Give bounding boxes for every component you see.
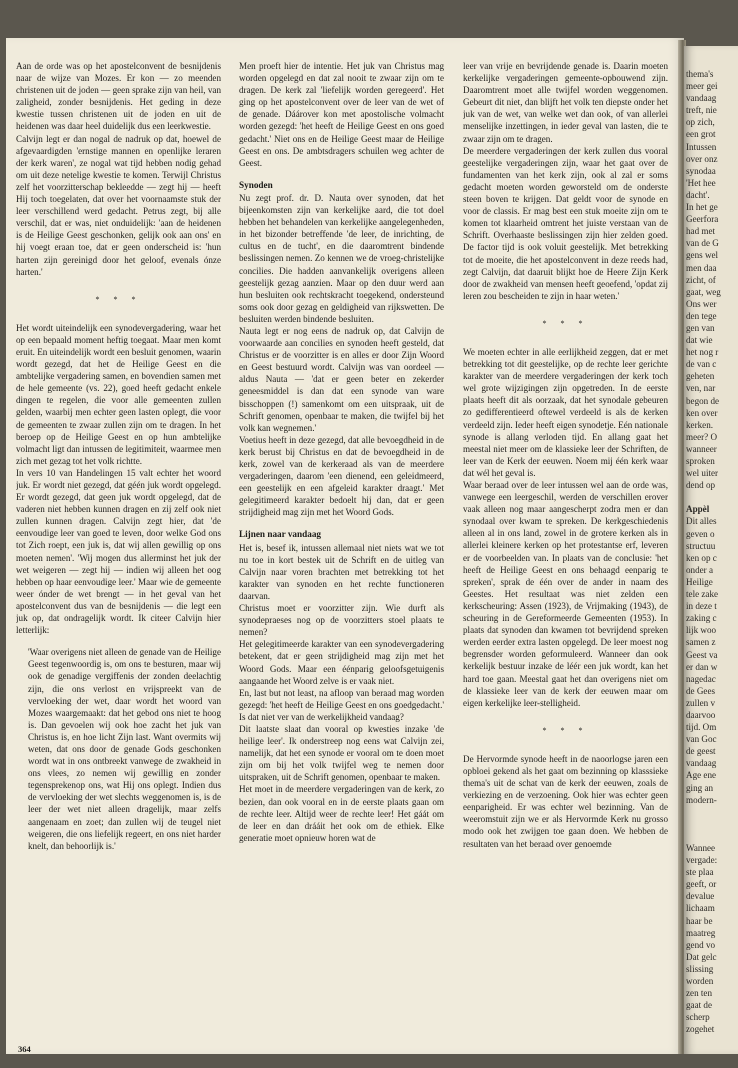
cropped-line: Wannee	[686, 843, 716, 853]
paragraph: En, last but not least, na afloop van beraad mag worden gezegd: 'het heeft de Heilige Geest en ons goedgedacht.' Is dat niet ver van de werkelijkheid vandaag?	[239, 687, 444, 722]
cropped-line: geheten	[686, 371, 715, 382]
cropped-line: synodaa	[686, 165, 716, 176]
cropped-line: zullen v	[686, 697, 716, 708]
cropped-line: had met	[686, 226, 716, 237]
cropped-line: geven o	[686, 528, 715, 539]
paragraph: Voetius heeft in deze gezegd, dat alle bevoegdheid in de kerk berust bij Christus en dat de bevoegdheid in de kerk, zowel van de kerkeraad als van de meerdere vergaderingen, daarom 'een dienend, een geleidmeerd, een geestelijk en een afgeleid karakter draagt.' Met gelegitimeerd karakter bedoelt hij dan, dat er geen strijdigheid mag zijn met het Woord Gods.	[239, 434, 444, 518]
cropped-line: begon de	[686, 395, 720, 406]
cropped-line: treft, nie	[686, 105, 717, 116]
cropped-line: Dat gelc	[686, 951, 717, 962]
paragraph: Men proeft hier de intentie. Het juk van Christus mag worden opgelegd en dat zal nooit te zwaar zijn om te dragen. De kerk zal 'liefelijk worden geregeerd'. Het ging op het apostelconvent over de leer van de wet of de genade. Dáárover kon met apostolische volmacht worden gezegd: 'het heeft de Heilige Geest en ons goed gedacht.' Niet ons en de Heilige Geest maar de Heilige Geest en ons. De ambtsdragers schuilen weg achter de Geest.	[239, 61, 444, 168]
block-quote: 'Waar overigens niet alleen de genade van de Heilige Geest tegenwoordig is, om ons te besturen, maar wij ook de genadige vergiffenis der zonden deelachtig zijn, die ons verlost en vrijspreekt van de vervloeking der wet, daar wordt het woord van Mozes waargemaakt: dat het gebod ons niet te hoog is. Dan gevoelen wij ook hoe zacht het juk van Christus is, en hoe licht Zijn last. Want overmits wij weten, dat ons door de genade Gods geschonken wordt wat in ons ontbreekt vanwege de zwakheid in ons vlees, zo nemen wij gewillig en zonder tegensprekenop ons, wat Hij ons oplegt. Indien dus de vervloeking der wet slechts weggenomen is, is de leer der wet niet alleen dragelijk, maar zelfs aangenaam en zoet; dan zullen wij de teugel niet weigeren, die ons liefelijk regeert, en ons niet harder knelt, dan behoorlijk is.'	[28, 647, 221, 851]
paragraph: Het is, besef ik, intussen allemaal niet niets wat we tot nu toe in kort bestek uit de Schrift en de uitleg van Calvijn naar voren brachten met betrekking tot het karakter van synoden en het rechte functioneren daarvan.	[239, 542, 444, 601]
section-divider: * * *	[95, 294, 142, 304]
cropped-line: gaat de	[686, 1000, 713, 1011]
cropped-line: in deze t	[686, 601, 717, 612]
cropped-line: Geest va	[686, 649, 718, 660]
cropped-line: tele zake	[686, 589, 719, 600]
cropped-line: de van c	[686, 359, 717, 370]
cropped-line: van Goc	[686, 734, 717, 745]
cropped-line: een grot	[686, 129, 716, 140]
cropped-line: gen van	[686, 322, 715, 333]
paragraph: In vers 10 van Handelingen 15 valt echter het woord juk. Er wordt niet gezegd, dat géén juk wordt opgelegd. Er wordt gezegd, dat geen juk wordt opgelegd, dat de vaderen niet hebben kunnen dragen en zij zelf ook niet zullen kunnen dragen. Calvijn zegt hier, dat 'de eenvoudige leer van goed te leven, door welke God ons tot Zich roept, een juk is, dat wij allen gewillig op ons moeten nemen'. 'Wij mogen dus allerminst het juk der wet weigeren — zegt hij — indien wij alleen het oog hebben op haar eenvoudige leer.' Maar wie de gemeente weer ónder de wet brengt — in het geval van het apostelconvent dus van de besnijdenis — die legt een juk op, dat ondragelijk wordt. Ik citeer Calvijn hier letterlijk:	[16, 467, 221, 636]
cropped-line: de Gees	[686, 685, 716, 696]
cropped-line: meer gei	[686, 81, 718, 92]
cropped-line: onder a	[686, 564, 714, 575]
cropped-line: nagedac	[686, 673, 716, 684]
paragraph: Het moet in de meerdere vergaderingen van de kerk, zo bezien, dan ook vooral en in de eerste plaats gaan om de rechte leer. Altijd weer de rechte leer! Het gáát om de leer en dan drááit het ook om de ethiek. Elke generatie moet opnieuw horen wat de	[239, 784, 444, 843]
cropped-line: tijd. Om	[686, 722, 717, 733]
cropped-line: het nog r	[686, 347, 719, 358]
paragraph: leer van vrije en bevrijdende genade is. Daarin moeten kerkelijke vergaderingen gemeente-opbouwend zijn. Daaromtrent moet alle twijfel worden weggenomen. Gebeurt dit niet, dan blijft het volk ten diepste onder het juk van de wet, van welke wet dan ook, of van allerlei menselijke inzettingen, in ieder geval van lasten, die te zwaar zijn om te dragen.	[463, 61, 668, 144]
cropped-line: dacht'.	[686, 189, 710, 200]
cropped-line: over onz	[686, 153, 718, 164]
paragraph: Nauta legt er nog eens de nadruk op, dat Calvijn de voorwaarde aan concilies en synoden heeft gesteld, dat Christus er de voorzitter is en alles er door Zijn Woord en Geest bestuurd wordt. Calvijn was van oordeel — aldus Nauta — 'dat er geen beter en zekerder geneesmiddel is dan dat een synode van ware bisschoppen (!) samenkomt om een uitspraak, uit de Schrift genomen, openbaar te maken, die twijfel bij het volk kan wegnemen.'	[239, 325, 444, 433]
section-divider: * * *	[542, 725, 589, 735]
blank-line	[686, 830, 738, 842]
paragraph: Dit laatste slaat dan vooral op kwesties inzake 'de heilige leer'. Ik onderstreep nog eens wat Calvijn zei, namelijk, dat het een synode er vooral om te doen moet zijn om bij het volk twijfel weg te nemen door uitspraken, uit de Schrift genomen, openbaar te maken.	[239, 723, 444, 783]
cropped-line: Ons wer	[686, 298, 717, 309]
cropped-line: zicht, of	[686, 274, 716, 285]
paragraph: De meerdere vergaderingen der kerk zullen dus vooral geestelijke vergaderingen zijn, waar het gaat over de fundamenten van het kerk zijn, ook al zal er soms gedacht moeten worden geworsteld om de onderste steen boven te krijgen. Dat geldt voor de synode en voor de classis. Er mag best een stuk moeite zijn om te komen tot klaarheid omtrent het juiste verstaan van de Schrift. Overhaaste beslissingen zijn hier zelden goed. De factor tijd is ook voluit geestelijk. Met betrekking tot de moeite, die het apostelconvent in deze reeds had, zegt Calvijn, dat daaruit blijkt hoe de Heere Zijn Kerk door de zwakheid van mensen heeft geoefend, 'opdat zij leren zou bescheiden te zijn in haar weten.'	[463, 145, 668, 301]
cropped-line: ste plaa	[686, 867, 714, 878]
cropped-line: dend op	[686, 480, 716, 491]
cropped-heading: Appèl	[686, 504, 710, 515]
cropped-line: sproken	[686, 456, 715, 466]
cropped-line: zogehet	[686, 1024, 715, 1035]
cropped-line: Age ene	[686, 770, 717, 781]
section-heading: Synoden	[239, 179, 273, 190]
paragraph: De Hervormde synode heeft in de naoorlogse jaren een opbloei gekend als het gaat om bezinning op klasssieke thema's uit de schat van de kerk der eeuwen, zoals de verkiezing en de verzoening. Ook hier was echter geen eenparigheid. Er was echter wel bezinning. Van de weeromstuit zijn we er als Hervormde Kerk nu grosso modo ook het zwijgen toe gaan doen. We hebben de resultaten van het beraad over genoemde	[463, 753, 668, 849]
paragraph: Het gelegitimeerde karakter van een synodevergadering betekent, dat er geen strijdigheid mag zijn met het Woord Gods. Maar een éénparig geloofsgetuigenis aangaande het Woord zelve is er vaak niet.	[239, 639, 444, 686]
cropped-line: den tege	[686, 310, 717, 321]
cropped-line: Geerfora	[686, 214, 719, 225]
cropped-line: worden	[686, 976, 714, 987]
left-page	[6, 38, 684, 1054]
cropped-line: 'Het hee	[686, 177, 716, 188]
text-column-2	[239, 60, 444, 1050]
paragraph: Calvijn legt er dan nogal de nadruk op dat, hoewel de afgevaardigden 'ernstige mannen en openlijke leraren der kerk waren', ze nogal wat tijd hebben nodig gehad om uit deze netelige kwestie te komen. Terwijl Christus zelf het voorzitterschap bekleedde — zegt hij — heeft Hij toch toegelaten, dat over het voornaamste stuk der leer verschillend werd gedacht. Petrus zegt, bij alle verschil, dat er was, niet onduidelijk: 'aan de heidenen is de Heilige Geest geschonken, gelijk ook aan ons' en hij voegt eraan toe, dat er geen onderscheid is: 'hun harten zijn gereinigd door het geloof, evenals ónze harten.'	[16, 133, 221, 277]
text-column-3	[463, 60, 668, 1050]
cropped-line: geeft, or	[686, 879, 717, 890]
cropped-line: ken op c	[686, 552, 717, 563]
text-column-1	[16, 60, 221, 1050]
paragraph: Christus moet er voorzitter zijn. Wie durft als synodepraeses nog op de voorzitters stoel plaats te nemen?	[239, 603, 444, 638]
cropped-line: gend vo	[686, 939, 716, 950]
cropped-line: op zich,	[686, 117, 715, 128]
cropped-line: Heilige	[686, 576, 713, 587]
page-number: 364	[18, 1044, 31, 1054]
cropped-line: Dit alles	[686, 516, 717, 527]
cropped-line: gens wel	[686, 250, 719, 261]
cropped-line: devalue	[686, 891, 715, 902]
cropped-line: dat wie	[686, 335, 713, 346]
blank-line	[686, 806, 738, 818]
cropped-line: ken over	[686, 407, 718, 418]
cropped-line: structuu	[686, 540, 716, 551]
paragraph: Aan de orde was op het apostelconvent de besnijdenis naar de wijze van Mozes. Er kon — zo meenden christenen uit de joden — geen sprake zijn van heil, van zaligheid, zonder besnijdenis. Het geding in deze kwestie tussen christenen uit de joden en uit de heidenen was daar heel duidelijk dus een leerkwestie.	[16, 61, 221, 132]
blank-line	[686, 818, 738, 830]
cropped-line: van de G	[686, 238, 719, 249]
cropped-line: ven, nar	[686, 383, 716, 394]
cropped-line: modern-	[686, 794, 717, 805]
cropped-line: ging an	[686, 782, 714, 793]
cropped-line: men daa	[686, 262, 717, 273]
blank-line	[686, 491, 738, 503]
right-page-edge	[684, 46, 738, 1054]
paragraph: Het wordt uiteindelijk een synodevergadering, waar het op een bepaald moment heftig toegaat. Maar men komt eruit. En uiteindelijk wordt een besluit genomen, waarin wordt gezegd, dat het de Heilige Geest en die ambtelijke vergadering samen, en bovendien samen met de hele gemeente (vs. 22), goed heeft gedacht enkele dingen te regelen, die voor alle gemeenten zullen gelden, waarbij men echter geen lasten oplegt, die voor de gemeenten te zwaar zullen zijn om te dragen. In het beroep op de Heilige Geest en op hun ambtelijke volmacht ligt dan intussen de legitimiteit, waarmee men zich met gezag tot het volk richtte.	[16, 322, 221, 466]
cropped-line: wel uiter	[686, 468, 719, 479]
section-heading: Lijnen naar vandaag	[239, 529, 322, 540]
cropped-text-column	[686, 68, 738, 1036]
section-divider: * * *	[542, 318, 589, 328]
cropped-line: lichaam	[686, 903, 715, 914]
cropped-line: haar be	[686, 915, 713, 926]
cropped-line: lijk woo	[686, 625, 717, 636]
cropped-line: Intussen	[686, 141, 717, 152]
cropped-line: daarvoo	[686, 709, 716, 720]
cropped-line: meer? O	[686, 431, 718, 442]
cropped-line: slissing	[686, 963, 714, 974]
cropped-line: zaking c	[686, 613, 717, 624]
cropped-line: In het ge	[686, 202, 718, 213]
paragraph: Nu zegt prof. dr. D. Nauta over synoden, dat het bijeenkomsten zijn van kerkelijke aard, die tot doel hebben het behandelen van kerkelijke aangelegenheden, in het bizonder betreffende 'de leer, de inrichting, de cultus en de tucht', en die daaromtrent bindende beslissingen nemen. Zo kennen we de vroeg-christelijke concilies. Die hadden aanvankelijk overigens alleen geestelijk gezag aanzien. Maar op den duur werd aan hun besluiten ook rechtskracht toegekend, ondersteund soms ook door gezag en geldigheid van rijkswetten. De besluiten werden bindende besluiten.	[239, 192, 444, 324]
cropped-line: kerken.	[686, 419, 714, 430]
cropped-line: er dan w	[686, 661, 718, 672]
paragraph: Waar beraad over de leer intussen wel aan de orde was, vanwege een leergeschil, werden de verschillen erover vaak alleen nog maar aangescherpt zodra men er dan synodaal over kwam te spreken. De kerkgeschiedenis alleen al in ons land, zowel in de grotere kerken als in allerlei kleinere kerken op het protestantse erf, leveren er de voorbeelden van. In plaats van de conclusie: 'het heeft de Heilige Geest en ons behaagd eenparig te spreken', sprak de één over de ander in naam des Geestes. Het resultaat was niet zelden een kerkscheuring: Assen (1923), de Vrijmaking (1943), de scheuring in de Gereformeerde Gemeenten (1953). In plaats dat synoden dan kwamen tot bevrijdend spreken werden eerder extra lasten opgelegd. De leer moest nog begrensder worden geformuleerd. Wanneer dan ook kerkelijk bestuur inzake de léér een juk wordt, kan het hard toe gaan. Meestal gaat het dan overigens niet om de klassieke leer van de kerk der eeuwen maar om eigen kerkelijke leer-stelligheid.	[463, 480, 668, 708]
cropped-line: de geest	[686, 746, 716, 757]
cropped-line: samen z	[686, 637, 716, 648]
cropped-line: vandaag	[686, 758, 717, 769]
cropped-line: vandaag	[686, 93, 717, 104]
cropped-line: thema's	[686, 69, 714, 79]
cropped-line: vergade:	[686, 855, 718, 866]
paragraph: We moeten echter in alle eerlijkheid zeggen, dat er met betrekking tot dit geestelijke, op de rechte leer gerichte karakter van de meerdere vergaderingen der kerk toch wel grote wijzigingen zijn opgetreden. In de eerste plaats heeft dit als oorzaak, dat het synodale gebeuren zo gedifferentieerd oftewel verdeeld is als de kerken verdeeld zijn. Ieder heeft eigen synodetje. Eén nationale synode is allang verloden tijd. En allang gaat het meestal niet meer om de klassieke leer der Schriften, de leer van de Kerk der eeuwen. Noem mij één kerk waar dat wél het geval is.	[463, 346, 668, 478]
cropped-line: maatreg	[686, 927, 716, 938]
cropped-line: zen ten	[686, 988, 713, 999]
cropped-line: gaat, weg	[686, 286, 721, 297]
cropped-line: wanneer	[686, 443, 717, 454]
cropped-line: scherp	[686, 1012, 710, 1023]
